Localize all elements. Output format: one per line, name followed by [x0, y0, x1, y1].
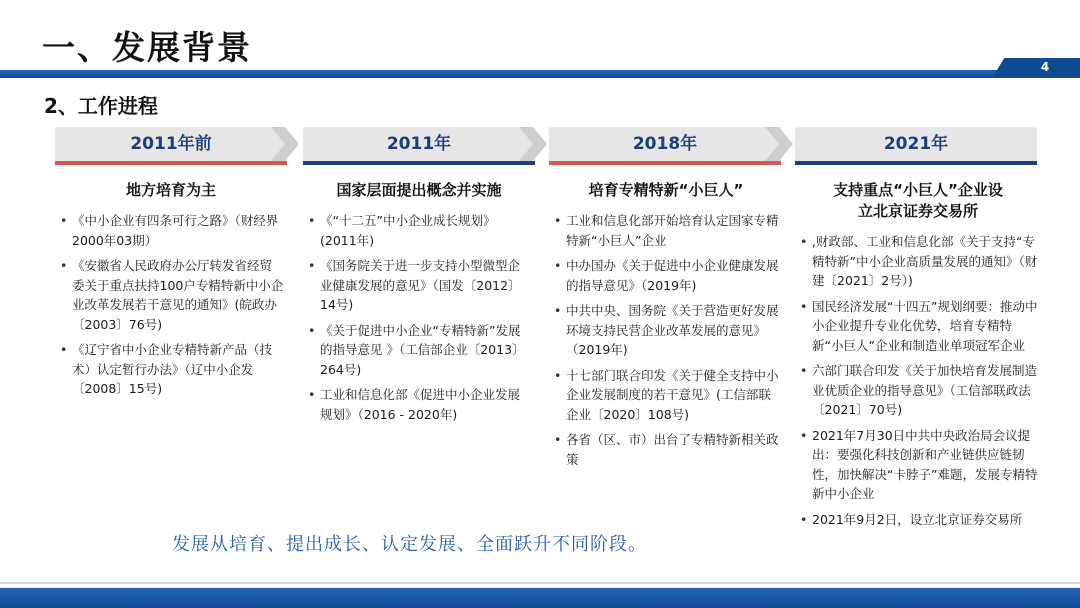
chevron-right-icon: [515, 127, 549, 161]
stage-heading: 培育专精特新“小巨人”: [588, 181, 744, 199]
timeline-stage-1: [55, 127, 287, 161]
page-number: 4: [1040, 60, 1050, 74]
chevron-right-icon: [761, 127, 795, 161]
list-item: • 国民经济发展“十四五”规划纲要：推动中小企业提升专业化优势，培育专精特新“小巨人”企业和制造业单项冠军企业: [798, 297, 1038, 356]
stage-underline-navy: [303, 161, 535, 165]
stage-heading: 国家层面提出概念并实施: [336, 181, 502, 199]
list-item: • 工业和信息化部开始培育认定国家专精特新“小巨人”企业: [552, 211, 780, 250]
list-item: • 各省（区、市）出台了专精特新相关政策: [552, 430, 780, 469]
stage-label: 2018年: [632, 134, 698, 154]
stage-underline-navy: [795, 161, 1037, 165]
list-item: • 十七部门联合印发《关于健全支持中小企业发展制度的若干意见》(工信部联企业〔2020〕108号): [552, 366, 780, 425]
list-item: • 《国务院关于进一步支持小型微型企业健康发展的意见》（国发〔2012〕14号): [306, 256, 532, 315]
list-item: • 《中小企业有四条可行之路》（财经界 2000年03期）: [58, 211, 284, 250]
timeline-stage-2: [303, 127, 535, 161]
top-divider-bar: [0, 70, 1080, 78]
list-item: • 2021年7月30日中共中央政治局会议提出：要强化科技创新和产业链供应链韧性，加快解决“卡脖子”难题，发展专精特新中小企业: [798, 426, 1038, 504]
list-item: • 《“十二五”中小企业成长规划》(2011年): [306, 211, 532, 250]
timeline-stage-3: [549, 127, 781, 161]
stage-label: 2011年: [386, 134, 452, 154]
bottom-footer-bar: [0, 588, 1080, 608]
summary-text: 发展从培育、提出成长、认定发展、全面跃升不同阶段。: [172, 534, 647, 555]
timeline: [55, 127, 1037, 167]
stage-heading: 地方培育为主: [125, 181, 216, 199]
stage-column-2: [306, 180, 532, 430]
list-item: • 《安徽省人民政府办公厅转发省经贸委关于重点扶持100户专精特新中小企业改革发展若干意见的通知》(皖政办〔2003〕76号): [58, 256, 284, 334]
stage-column-1: [58, 180, 284, 405]
stage-column-3: [552, 180, 780, 475]
stage-underline-red: [549, 161, 781, 165]
stage-heading: 支持重点“小巨人”企业设立北京证券交易所: [833, 181, 1003, 220]
stage-label: 2011年前: [130, 134, 212, 154]
list-item: • ,财政部、工业和信息化部《关于支持“专精特新”中小企业高质量发展的通知》（财建〔2021〕2号）): [798, 232, 1038, 291]
list-item: • 六部门联合印发《关于加快培育发展制造业优质企业的指导意见》（工信部联政法〔2021〕70号): [798, 361, 1038, 420]
list-item: • 《辽宁省中小企业专精特新产品（技术）认定暂行办法》（辽中小企发〔2008〕15号): [58, 340, 284, 399]
list-item: • 《关于促进中小企业“专精特新”发展的指导意见 》（工信部企业〔2013〕264号): [306, 321, 532, 380]
bottom-divider-line: [0, 582, 1080, 584]
stage-label: 2021年: [883, 134, 949, 154]
stage-underline-red: [55, 161, 287, 165]
chevron-right-icon: [267, 127, 301, 161]
list-item: • 中办国办《关于促进中小企业健康发展的指导意见》（2019年): [552, 256, 780, 295]
list-item: • 2021年9月2日，设立北京证券交易所: [798, 510, 1038, 530]
slide-title: 一、发展背景: [42, 28, 252, 67]
timeline-stage-4: [795, 127, 1037, 161]
list-item: • 工业和信息化部《促进中小企业发展规划》（2016 - 2020年): [306, 385, 532, 424]
stage-column-4: [798, 180, 1038, 535]
list-item: • 中共中央、国务院《关于营造更好发展环境支持民营企业改革发展的意见》（2019年): [552, 301, 780, 360]
section-subtitle: 2、工作进程: [44, 94, 158, 118]
